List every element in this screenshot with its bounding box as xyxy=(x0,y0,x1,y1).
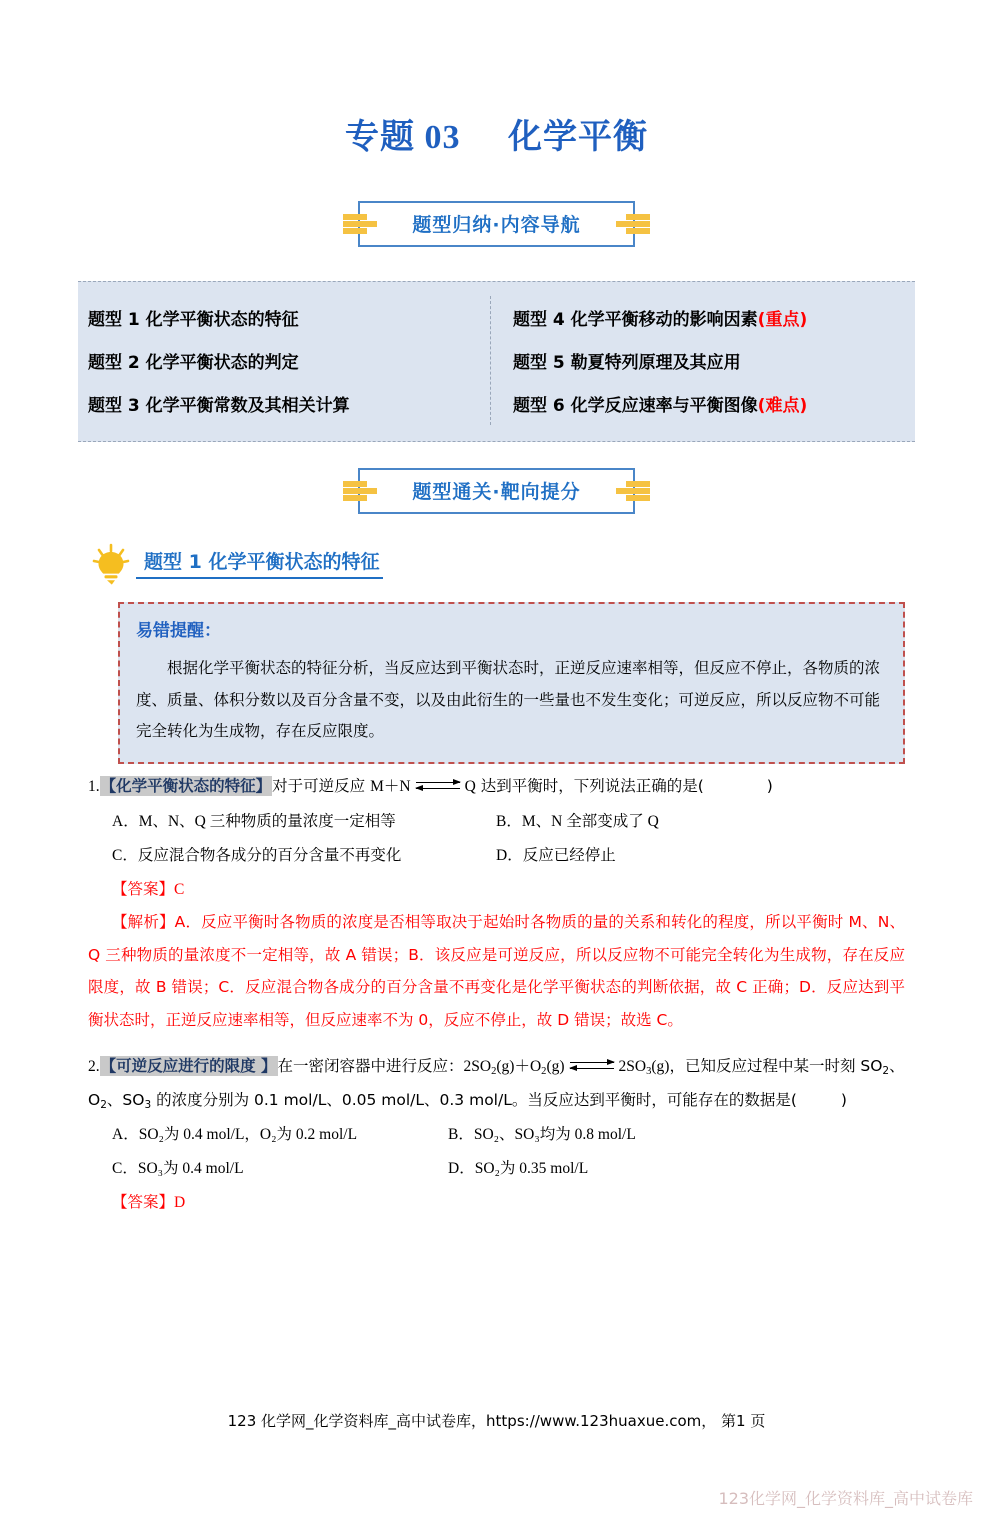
page-title-prefix: 专题 03 xyxy=(345,119,461,156)
type-item-6-tag: (难点) xyxy=(757,395,808,416)
question-2-answer xyxy=(88,1186,905,1220)
banner2-decoration-right-icon xyxy=(616,481,650,501)
question-1-stem xyxy=(88,770,905,804)
banner-practice xyxy=(0,468,993,514)
question-types-box xyxy=(78,281,915,442)
question-1-option-d[interactable]: D．反应已经停止 xyxy=(496,847,616,865)
equilibrium-arrow-icon-2 xyxy=(570,1059,614,1073)
question-types-right-column xyxy=(490,296,915,425)
question-1-equation-left: M＋N xyxy=(370,778,411,796)
question-2-options-row-2 xyxy=(88,1153,905,1186)
question-1-option-a[interactable]: A．M、N、Q 三种物质的量浓度一定相等 xyxy=(112,812,396,830)
banner-2-label: 题型通关·靶向提分 xyxy=(412,480,581,503)
section-heading-label: 题型 1 化学平衡状态的特征 xyxy=(136,550,383,579)
question-1-number: 1. xyxy=(88,778,100,796)
question-1-answer xyxy=(88,873,905,907)
page-title xyxy=(0,118,993,159)
question-1-tag: 【化学平衡状态的特征】 xyxy=(100,777,272,796)
question-2-stem xyxy=(88,1050,905,1116)
question-2-stem-before: 在一密闭容器中进行反应： xyxy=(277,1057,464,1076)
banner-1-label: 题型归纳·内容导航 xyxy=(412,213,581,236)
lightbulb-icon xyxy=(88,542,134,588)
type-item-4-tag: (重点) xyxy=(757,309,808,330)
question-1-options-row-1 xyxy=(88,806,905,839)
type-item-2[interactable] xyxy=(88,339,490,382)
equilibrium-arrow-icon xyxy=(416,779,460,793)
question-types-left-column xyxy=(78,296,490,425)
type-item-1[interactable] xyxy=(88,296,490,339)
question-1-option-b[interactable]: B．M、N 全部变成了 Q xyxy=(496,812,659,830)
section-heading xyxy=(88,542,993,588)
question-1-explanation xyxy=(88,906,905,1036)
question-2-answer-value: D xyxy=(174,1193,186,1211)
question-2-option-c[interactable]: C．SO₃为 0.4 mol/L xyxy=(112,1160,244,1178)
page-footer: 123 化学网_化学资料库_高中试卷库，https://www.123huaxue.com， 第1 页 xyxy=(227,1412,766,1430)
question-2-option-d[interactable]: D．SO₂为 0.35 mol/L xyxy=(448,1160,589,1178)
type-item-3[interactable] xyxy=(88,382,490,425)
type-item-4[interactable] xyxy=(513,296,915,339)
question-2-answer-label: 【答案】 xyxy=(112,1192,175,1211)
question-2-tag: 【可逆反应进行的限度 】 xyxy=(100,1057,277,1076)
type-item-2-label: 题型 2 化学平衡状态的判定 xyxy=(88,352,299,373)
question-2-equation-left: $2SO_2(g)+O_2(g)$ xyxy=(463,1058,565,1078)
type-item-5-label: 题型 5 勒夏特列原理及其应用 xyxy=(513,352,741,373)
question-2-stem-mid: ，已知反应过程中某一时刻 $SO_2$、$O_2$、$SO_3$ 的浓度分别为 0.1 mol/L、0.05 mol/L、0.3 mol/L。当反应达到平衡时，可能存在的数据是( xyxy=(88,1057,905,1111)
question-2-options-row-1 xyxy=(88,1119,905,1152)
question-2-option-b[interactable]: B．SO₂、SO₃均为 0.8 mol/L xyxy=(448,1125,636,1143)
banner-box-1 xyxy=(358,201,634,247)
question-2-option-a[interactable]: A．SO₂为 0.4 mol/L，O₂为 0.2 mol/L xyxy=(112,1125,358,1143)
question-1-equation-right: Q xyxy=(464,778,476,796)
banner2-decoration-left-icon xyxy=(343,481,377,501)
type-item-3-label: 题型 3 化学平衡常数及其相关计算 xyxy=(88,395,350,416)
question-1-stem-before: 对于可逆反应 xyxy=(272,777,366,796)
tip-title: 易错提醒： xyxy=(136,620,221,641)
banner-decoration-right-icon xyxy=(616,214,650,234)
question-2-stem-close: ) xyxy=(840,1091,847,1110)
banner-box-2 xyxy=(358,468,634,514)
type-item-5[interactable] xyxy=(513,339,915,382)
question-1-stem-after: 达到平衡时，下列说法正确的是( xyxy=(480,777,704,796)
question-1-explanation-body: A．反应平衡时各物质的浓度是否相等取决于起始时各物质的量的关系和转化的程度，所以平衡时 M、N、Q 三种物质的量浓度不一定相等，故 A 错误；B．该反应是可逆反应，所以反应物不可能完全转化为生成物，存在反应限度，故 B 错误；C．反应混合物各成分的百分含量不再变化是化学平衡状态的判断依据，故 C 正确；D．反应达到平衡状态时，正逆反应速率相等，但反应速率不为 0，反应不停止，故 D 错误；故选 C。 xyxy=(88,913,905,1029)
tip-body: 根据化学平衡状态的特征分析，当反应达到平衡状态时，正逆反应速率相等，但反应不停止，各物质的浓度、质量、体积分数以及百分含量不变，以及由此衍生的一些量也不发生变化；可逆反应，所以反应物不可能完全转化为生成物，存在反应限度。 xyxy=(136,658,881,741)
watermark: 123化学网_化学资料库_高中试卷库 xyxy=(718,1489,973,1508)
questions-content xyxy=(88,770,905,1219)
question-1-option-c[interactable]: C．反应混合物各成分的百分含量不再变化 xyxy=(112,847,402,865)
type-item-1-label: 题型 1 化学平衡状态的特征 xyxy=(88,309,299,330)
question-2-number: 2. xyxy=(88,1058,100,1076)
question-1-stem-close: ) xyxy=(766,777,773,796)
tip-box xyxy=(118,602,905,764)
question-1-explanation-label: 【解析】 xyxy=(112,913,175,932)
question-1-answer-label: 【答案】 xyxy=(112,879,175,898)
banner-decoration-left-icon xyxy=(343,214,377,234)
banner-navigation xyxy=(0,201,993,247)
question-1-answer-value: C xyxy=(174,880,185,898)
question-2-equation-right: $2SO_3(g)$ xyxy=(618,1058,670,1078)
question-1-options-row-2 xyxy=(88,840,905,873)
type-item-4-label: 题型 4 化学平衡移动的影响因素 xyxy=(513,309,758,330)
type-item-6[interactable] xyxy=(513,382,915,425)
page-title-name: 化学平衡 xyxy=(508,119,648,156)
type-item-6-label: 题型 6 化学反应速率与平衡图像 xyxy=(513,395,758,416)
